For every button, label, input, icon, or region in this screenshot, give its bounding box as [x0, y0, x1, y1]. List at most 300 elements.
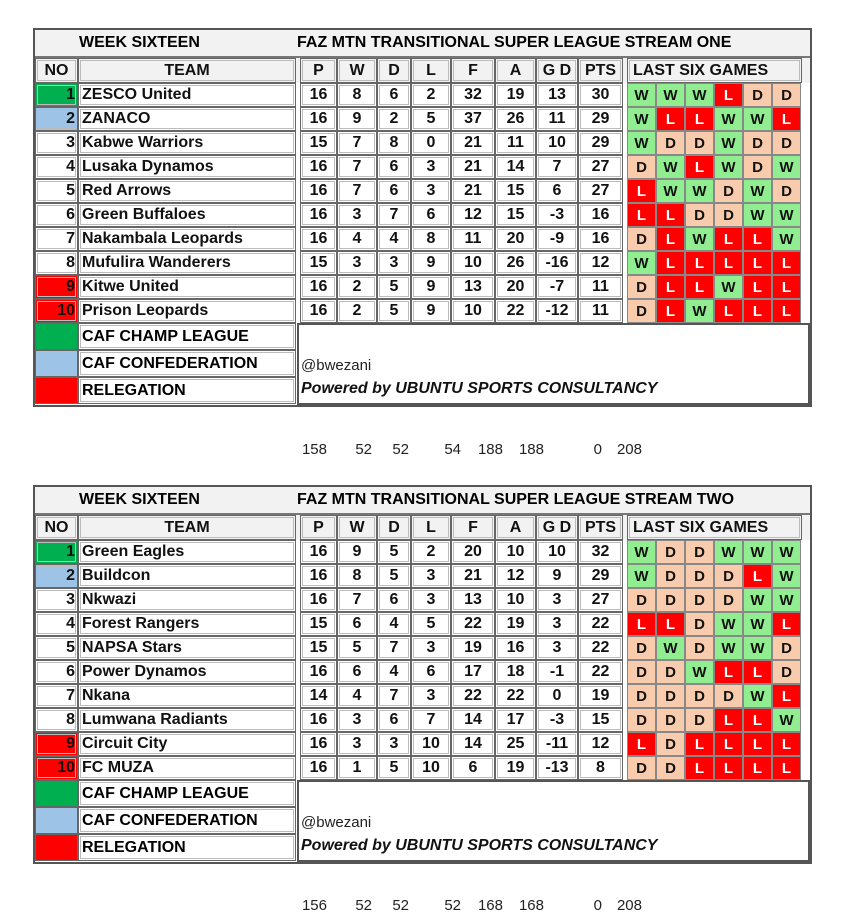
- lost-cell: 3: [411, 588, 451, 612]
- goal-difference-cell: 10: [536, 540, 578, 564]
- result-badge-l: L: [714, 732, 743, 756]
- won-cell: 6: [337, 660, 377, 684]
- won-cell: 3: [337, 732, 377, 756]
- result-badge-w: W: [772, 540, 801, 564]
- team-name: Circuit City: [78, 732, 296, 756]
- drawn-cell: 6: [377, 83, 411, 107]
- table-row: [35, 684, 810, 708]
- total-value: 168: [477, 897, 503, 914]
- goals-for-cell: 12: [451, 203, 495, 227]
- header-f: F: [451, 515, 495, 540]
- points-cell: 30: [578, 83, 623, 107]
- result-badge-d: D: [685, 612, 714, 636]
- drawn-cell: 2: [377, 107, 411, 131]
- goals-against-cell: 12: [495, 564, 536, 588]
- goals-against-cell: 22: [495, 684, 536, 708]
- table-row: [35, 179, 810, 203]
- legend-swatch: [35, 323, 78, 350]
- goals-against-cell: 19: [495, 83, 536, 107]
- team-name: Nakambala Leopards: [78, 227, 296, 251]
- result-badge-l: L: [685, 756, 714, 780]
- result-badge-w: W: [772, 203, 801, 227]
- result-badge-w: W: [656, 636, 685, 660]
- goal-difference-cell: 11: [536, 107, 578, 131]
- result-badge-w: W: [772, 564, 801, 588]
- legend-item-confederation: [35, 807, 296, 834]
- column-totals-stream-one: [300, 441, 642, 458]
- won-cell: 9: [337, 107, 377, 131]
- result-badge-w: W: [714, 636, 743, 660]
- result-badge-l: L: [714, 708, 743, 732]
- legend-item-champ: [35, 780, 296, 807]
- team-name: Lusaka Dynamos: [78, 155, 296, 179]
- goals-for-cell: 14: [451, 708, 495, 732]
- won-cell: 4: [337, 684, 377, 708]
- header-no: NO: [35, 515, 78, 540]
- won-cell: 7: [337, 131, 377, 155]
- result-badge-d: D: [743, 155, 772, 179]
- header-d: D: [377, 58, 411, 83]
- week-label: WEEK SIXTEEN: [79, 491, 200, 508]
- result-badge-w: W: [743, 179, 772, 203]
- position-cell: 1: [35, 540, 78, 564]
- points-cell: 8: [578, 756, 623, 780]
- total-value: 52: [392, 897, 409, 914]
- played-cell: 16: [300, 227, 337, 251]
- total-value: 0: [593, 897, 602, 914]
- drawn-cell: 7: [377, 203, 411, 227]
- result-badge-d: D: [714, 564, 743, 588]
- header-a: A: [495, 515, 536, 540]
- result-badge-d: D: [656, 732, 685, 756]
- team-name: NAPSA Stars: [78, 636, 296, 660]
- played-cell: 15: [300, 251, 337, 275]
- credits-box: [297, 323, 810, 405]
- table-row: [35, 588, 810, 612]
- played-cell: 16: [300, 756, 337, 780]
- goals-against-cell: 11: [495, 131, 536, 155]
- goals-for-cell: 19: [451, 636, 495, 660]
- result-badge-d: D: [685, 203, 714, 227]
- lost-cell: 9: [411, 251, 451, 275]
- result-badge-d: D: [772, 660, 801, 684]
- position-cell: 3: [35, 131, 78, 155]
- result-badge-l: L: [627, 612, 656, 636]
- result-badge-d: D: [714, 203, 743, 227]
- powered-by: Powered by UBUNTU SPORTS CONSULTANCY: [301, 380, 658, 397]
- result-badge-w: W: [627, 107, 656, 131]
- result-badge-l: L: [743, 275, 772, 299]
- goals-against-cell: 22: [495, 299, 536, 323]
- result-badge-d: D: [656, 564, 685, 588]
- table-row: [35, 299, 810, 323]
- result-badge-w: W: [714, 107, 743, 131]
- result-badge-l: L: [772, 275, 801, 299]
- header-row: [35, 58, 810, 83]
- result-badge-d: D: [772, 131, 801, 155]
- played-cell: 16: [300, 660, 337, 684]
- result-badge-d: D: [714, 179, 743, 203]
- header-team: TEAM: [78, 515, 296, 540]
- header-l: L: [411, 515, 451, 540]
- table-row: [35, 107, 810, 131]
- total-value: 54: [444, 441, 461, 458]
- goals-against-cell: 19: [495, 756, 536, 780]
- legend-label: RELEGATION: [78, 377, 296, 404]
- legend-item-relegation: [35, 377, 296, 404]
- lost-cell: 10: [411, 756, 451, 780]
- team-name: Green Buffaloes: [78, 203, 296, 227]
- result-badge-w: W: [714, 131, 743, 155]
- result-badge-w: W: [743, 684, 772, 708]
- result-badge-d: D: [743, 83, 772, 107]
- played-cell: 15: [300, 636, 337, 660]
- goals-for-cell: 22: [451, 684, 495, 708]
- position-cell: 6: [35, 203, 78, 227]
- result-badge-l: L: [714, 660, 743, 684]
- table-row: [35, 155, 810, 179]
- goal-difference-cell: -3: [536, 203, 578, 227]
- result-badge-l: L: [743, 251, 772, 275]
- legend-item-champ: [35, 323, 296, 350]
- result-badge-l: L: [685, 732, 714, 756]
- won-cell: 2: [337, 299, 377, 323]
- header-team: TEAM: [78, 58, 296, 83]
- position-cell: 9: [35, 732, 78, 756]
- result-badge-d: D: [685, 708, 714, 732]
- table-row: [35, 83, 810, 107]
- result-badge-d: D: [685, 131, 714, 155]
- legend-list: [35, 323, 296, 405]
- result-badge-l: L: [656, 251, 685, 275]
- played-cell: 16: [300, 107, 337, 131]
- header-w: W: [337, 58, 377, 83]
- legend-list: [35, 780, 296, 862]
- goals-for-cell: 37: [451, 107, 495, 131]
- position-cell: 5: [35, 179, 78, 203]
- goal-difference-cell: 7: [536, 155, 578, 179]
- team-name: Buildcon: [78, 564, 296, 588]
- total-value: 156: [301, 897, 327, 914]
- result-badge-l: L: [627, 203, 656, 227]
- lost-cell: 9: [411, 275, 451, 299]
- result-badge-l: L: [685, 155, 714, 179]
- played-cell: 16: [300, 275, 337, 299]
- goal-difference-cell: -3: [536, 708, 578, 732]
- goal-difference-cell: 0: [536, 684, 578, 708]
- table-row: [35, 708, 810, 732]
- drawn-cell: 4: [377, 227, 411, 251]
- result-badge-l: L: [627, 732, 656, 756]
- goal-difference-cell: 9: [536, 564, 578, 588]
- team-name: Lumwana Radiants: [78, 708, 296, 732]
- lost-cell: 6: [411, 203, 451, 227]
- points-cell: 32: [578, 540, 623, 564]
- points-cell: 12: [578, 732, 623, 756]
- won-cell: 7: [337, 179, 377, 203]
- table-row: [35, 732, 810, 756]
- goal-difference-cell: 3: [536, 612, 578, 636]
- result-badge-l: L: [656, 107, 685, 131]
- result-badge-w: W: [772, 227, 801, 251]
- goal-difference-cell: -16: [536, 251, 578, 275]
- result-badge-l: L: [743, 708, 772, 732]
- result-badge-w: W: [743, 612, 772, 636]
- result-badge-d: D: [656, 708, 685, 732]
- result-badge-w: W: [656, 155, 685, 179]
- column-totals-stream-two: [300, 897, 642, 914]
- points-cell: 27: [578, 155, 623, 179]
- drawn-cell: 5: [377, 299, 411, 323]
- lost-cell: 3: [411, 155, 451, 179]
- result-badge-d: D: [627, 660, 656, 684]
- header-last-six-games: LAST SIX GAMES: [627, 515, 802, 540]
- result-badge-d: D: [656, 684, 685, 708]
- header-p: P: [300, 58, 337, 83]
- goal-difference-cell: -1: [536, 660, 578, 684]
- result-badge-d: D: [772, 83, 801, 107]
- team-name: Mufulira Wanderers: [78, 251, 296, 275]
- league-title: FAZ MTN TRANSITIONAL SUPER LEAGUE STREAM TWO: [297, 491, 735, 508]
- lost-cell: 0: [411, 131, 451, 155]
- result-badge-l: L: [772, 251, 801, 275]
- result-badge-w: W: [743, 540, 772, 564]
- drawn-cell: 7: [377, 684, 411, 708]
- result-badge-d: D: [714, 588, 743, 612]
- position-cell: 2: [35, 107, 78, 131]
- team-name: Prison Leopards: [78, 299, 296, 323]
- goals-against-cell: 20: [495, 227, 536, 251]
- result-badge-d: D: [685, 540, 714, 564]
- goals-for-cell: 21: [451, 155, 495, 179]
- team-name: Kitwe United: [78, 275, 296, 299]
- goals-for-cell: 32: [451, 83, 495, 107]
- header-last-six-games: LAST SIX GAMES: [627, 58, 802, 83]
- goal-difference-cell: -9: [536, 227, 578, 251]
- goals-against-cell: 25: [495, 732, 536, 756]
- result-badge-l: L: [743, 227, 772, 251]
- team-name: Green Eagles: [78, 540, 296, 564]
- legend-swatch: [35, 350, 78, 377]
- lost-cell: 3: [411, 564, 451, 588]
- result-badge-l: L: [685, 107, 714, 131]
- lost-cell: 10: [411, 732, 451, 756]
- goals-against-cell: 17: [495, 708, 536, 732]
- result-badge-d: D: [627, 588, 656, 612]
- played-cell: 14: [300, 684, 337, 708]
- goals-for-cell: 14: [451, 732, 495, 756]
- drawn-cell: 8: [377, 131, 411, 155]
- points-cell: 16: [578, 203, 623, 227]
- goals-for-cell: 21: [451, 131, 495, 155]
- title-row: [35, 30, 810, 58]
- drawn-cell: 5: [377, 756, 411, 780]
- drawn-cell: 6: [377, 588, 411, 612]
- lost-cell: 6: [411, 660, 451, 684]
- result-badge-d: D: [656, 540, 685, 564]
- drawn-cell: 7: [377, 636, 411, 660]
- result-badge-w: W: [743, 203, 772, 227]
- table-row: [35, 636, 810, 660]
- result-badge-w: W: [714, 612, 743, 636]
- points-cell: 22: [578, 660, 623, 684]
- league-title: FAZ MTN TRANSITIONAL SUPER LEAGUE STREAM ONE: [297, 34, 732, 51]
- goals-against-cell: 26: [495, 251, 536, 275]
- result-badge-w: W: [627, 540, 656, 564]
- won-cell: 4: [337, 227, 377, 251]
- result-badge-w: W: [685, 83, 714, 107]
- standings-table-stream-two: [33, 485, 812, 864]
- header-p: P: [300, 515, 337, 540]
- result-badge-l: L: [656, 275, 685, 299]
- total-value: 52: [355, 897, 372, 914]
- credits-box: [297, 780, 810, 862]
- result-badge-w: W: [627, 131, 656, 155]
- position-cell: 7: [35, 684, 78, 708]
- points-cell: 15: [578, 708, 623, 732]
- result-badge-w: W: [627, 83, 656, 107]
- played-cell: 15: [300, 131, 337, 155]
- position-cell: 2: [35, 564, 78, 588]
- points-cell: 16: [578, 227, 623, 251]
- legend: [35, 780, 810, 862]
- team-name: Nkana: [78, 684, 296, 708]
- points-cell: 27: [578, 179, 623, 203]
- position-cell: 8: [35, 251, 78, 275]
- won-cell: 1: [337, 756, 377, 780]
- goal-difference-cell: -11: [536, 732, 578, 756]
- goals-for-cell: 22: [451, 612, 495, 636]
- total-value: 208: [616, 441, 642, 458]
- twitter-handle: @bwezani: [301, 814, 372, 831]
- lost-cell: 3: [411, 684, 451, 708]
- points-cell: 29: [578, 131, 623, 155]
- drawn-cell: 5: [377, 540, 411, 564]
- goals-against-cell: 20: [495, 275, 536, 299]
- header-gd: G D: [536, 515, 578, 540]
- result-badge-w: W: [685, 299, 714, 323]
- result-badge-d: D: [772, 179, 801, 203]
- legend-label: CAF CONFEDERATION: [78, 350, 296, 377]
- drawn-cell: 3: [377, 732, 411, 756]
- table-row: [35, 275, 810, 299]
- played-cell: 16: [300, 155, 337, 179]
- goals-against-cell: 15: [495, 203, 536, 227]
- total-value: 0: [593, 441, 602, 458]
- goals-against-cell: 15: [495, 179, 536, 203]
- table-row: [35, 756, 810, 780]
- total-value: 52: [392, 441, 409, 458]
- result-badge-d: D: [627, 636, 656, 660]
- result-badge-d: D: [627, 708, 656, 732]
- team-name: Red Arrows: [78, 179, 296, 203]
- result-badge-d: D: [656, 588, 685, 612]
- result-badge-l: L: [714, 227, 743, 251]
- result-badge-d: D: [627, 299, 656, 323]
- goals-for-cell: 10: [451, 251, 495, 275]
- result-badge-d: D: [656, 756, 685, 780]
- points-cell: 29: [578, 564, 623, 588]
- goals-against-cell: 26: [495, 107, 536, 131]
- result-badge-w: W: [714, 155, 743, 179]
- result-badge-d: D: [656, 131, 685, 155]
- table-row: [35, 227, 810, 251]
- result-badge-d: D: [772, 636, 801, 660]
- result-badge-l: L: [743, 564, 772, 588]
- legend-swatch: [35, 780, 78, 807]
- result-badge-d: D: [714, 684, 743, 708]
- result-badge-l: L: [656, 227, 685, 251]
- goals-for-cell: 21: [451, 564, 495, 588]
- legend: [35, 323, 810, 405]
- result-badge-l: L: [772, 684, 801, 708]
- result-badge-l: L: [743, 732, 772, 756]
- played-cell: 16: [300, 588, 337, 612]
- week-label: WEEK SIXTEEN: [79, 34, 200, 51]
- standings-table-stream-one: [33, 28, 812, 407]
- drawn-cell: 5: [377, 275, 411, 299]
- won-cell: 7: [337, 588, 377, 612]
- result-badge-w: W: [656, 83, 685, 107]
- powered-by: Powered by UBUNTU SPORTS CONSULTANCY: [301, 837, 658, 854]
- won-cell: 3: [337, 203, 377, 227]
- result-badge-w: W: [685, 227, 714, 251]
- result-badge-w: W: [685, 660, 714, 684]
- goal-difference-cell: -7: [536, 275, 578, 299]
- points-cell: 29: [578, 107, 623, 131]
- won-cell: 6: [337, 612, 377, 636]
- won-cell: 3: [337, 708, 377, 732]
- result-badge-w: W: [714, 275, 743, 299]
- result-badge-d: D: [685, 564, 714, 588]
- result-badge-d: D: [685, 588, 714, 612]
- team-name: ZESCO United: [78, 83, 296, 107]
- header-f: F: [451, 58, 495, 83]
- result-badge-l: L: [656, 612, 685, 636]
- result-badge-d: D: [685, 636, 714, 660]
- legend-label: CAF CHAMP LEAGUE: [78, 323, 296, 350]
- goals-for-cell: 17: [451, 660, 495, 684]
- won-cell: 7: [337, 155, 377, 179]
- goals-for-cell: 21: [451, 179, 495, 203]
- won-cell: 8: [337, 83, 377, 107]
- result-badge-d: D: [627, 684, 656, 708]
- position-cell: 8: [35, 708, 78, 732]
- result-badge-d: D: [627, 275, 656, 299]
- result-badge-l: L: [743, 660, 772, 684]
- lost-cell: 2: [411, 83, 451, 107]
- points-cell: 22: [578, 636, 623, 660]
- result-badge-w: W: [772, 588, 801, 612]
- header-w: W: [337, 515, 377, 540]
- total-value: 168: [518, 897, 544, 914]
- lost-cell: 7: [411, 708, 451, 732]
- result-badge-l: L: [772, 107, 801, 131]
- goals-for-cell: 20: [451, 540, 495, 564]
- position-cell: 7: [35, 227, 78, 251]
- result-badge-w: W: [685, 179, 714, 203]
- lost-cell: 5: [411, 612, 451, 636]
- result-badge-l: L: [714, 83, 743, 107]
- position-cell: 9: [35, 275, 78, 299]
- goals-for-cell: 13: [451, 275, 495, 299]
- team-name: Nkwazi: [78, 588, 296, 612]
- goals-for-cell: 10: [451, 299, 495, 323]
- points-cell: 11: [578, 299, 623, 323]
- header-row: [35, 515, 810, 540]
- won-cell: 2: [337, 275, 377, 299]
- drawn-cell: 6: [377, 155, 411, 179]
